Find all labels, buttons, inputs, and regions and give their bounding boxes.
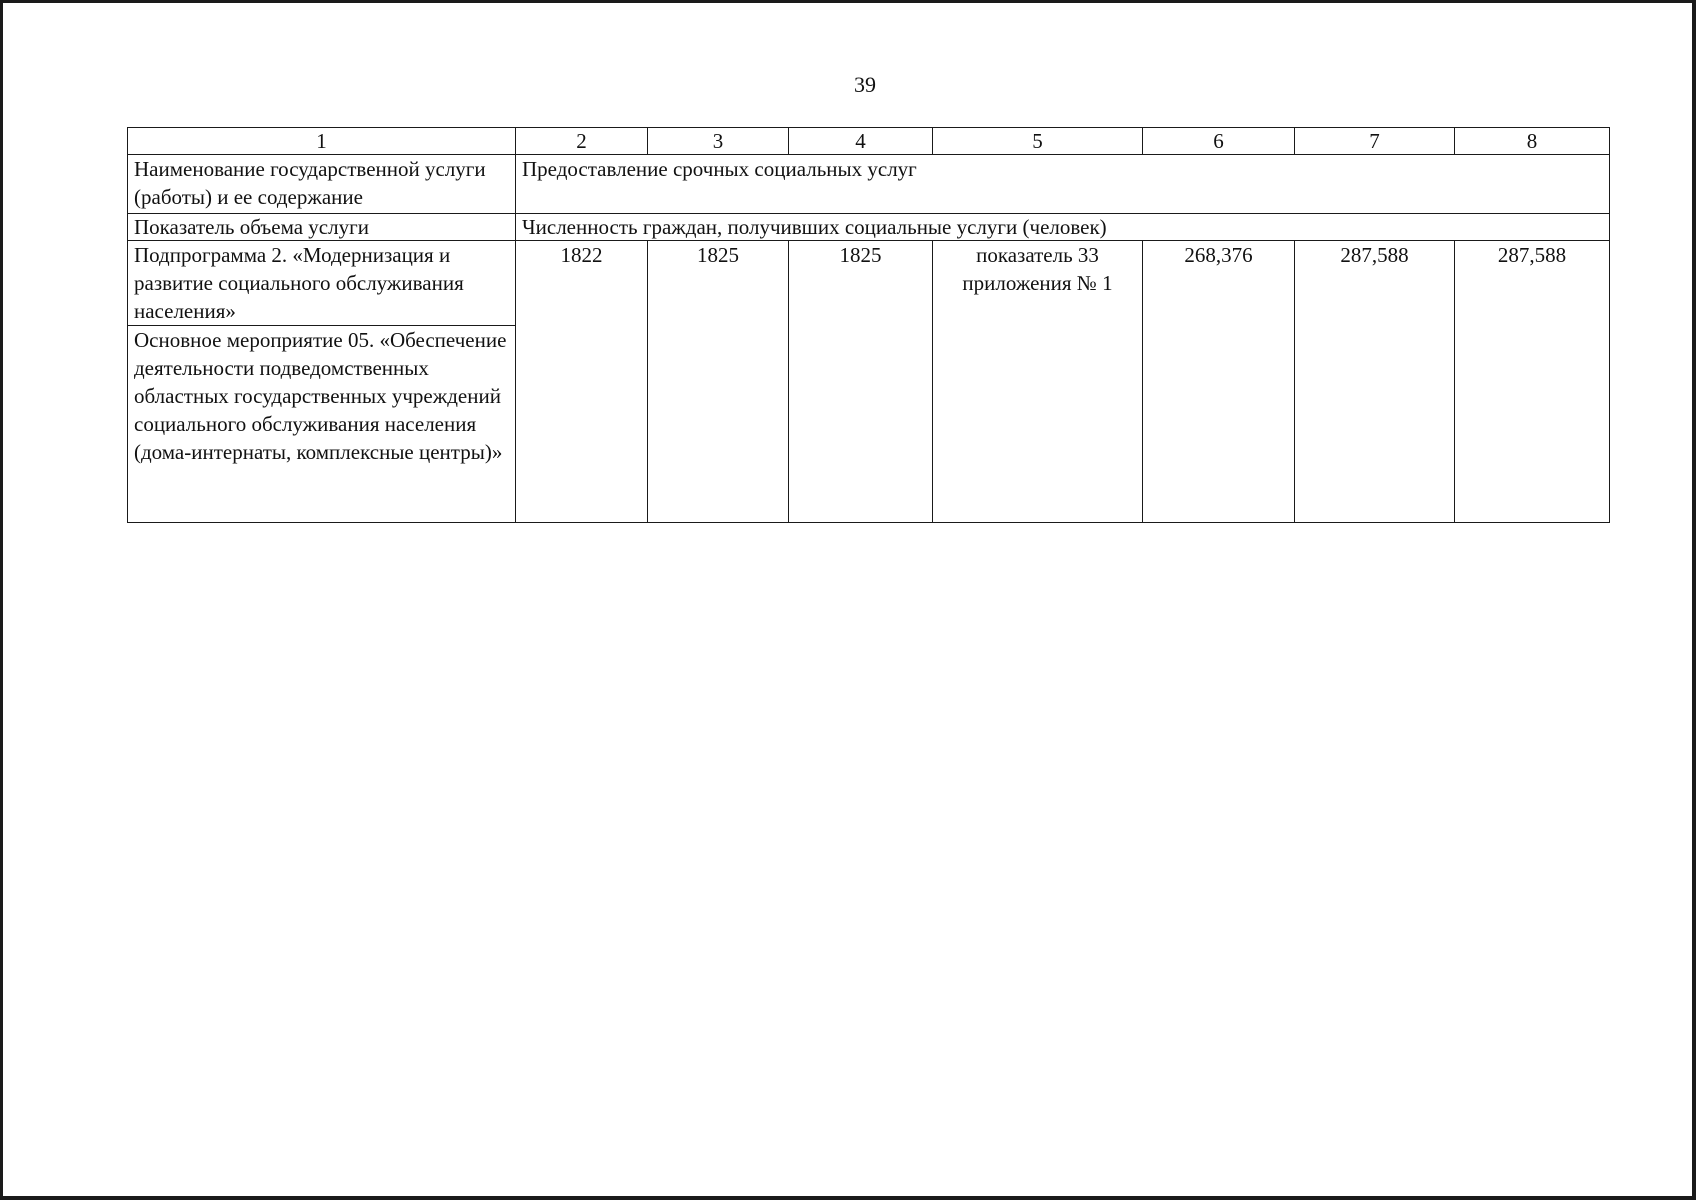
value-col-2: 1822 xyxy=(516,241,648,523)
service-name-value: Предоставление срочных социальных услуг xyxy=(516,155,1610,214)
value-col-7: 287,588 xyxy=(1295,241,1455,523)
value-col-4: 1825 xyxy=(789,241,933,523)
table-row-volume-indicator xyxy=(128,214,1610,241)
table-row-service-name xyxy=(128,155,1610,214)
header-cell-3: 3 xyxy=(648,128,789,155)
subprogram-label: Подпрограмма 2. «Модернизация и развитие социального обслуживания населения» xyxy=(128,241,516,326)
table-row-subprogram xyxy=(128,241,1610,326)
value-col-6: 268,376 xyxy=(1143,241,1295,523)
table-header-row xyxy=(128,128,1610,155)
header-cell-8: 8 xyxy=(1455,128,1610,155)
header-cell-6: 6 xyxy=(1143,128,1295,155)
volume-indicator-label: Показатель объема услуги xyxy=(128,214,516,241)
header-cell-4: 4 xyxy=(789,128,933,155)
volume-indicator-value: Численность граждан, получивших социальные услуги (человек) xyxy=(516,214,1610,241)
page-number: 39 xyxy=(854,72,876,97)
service-name-label: Наименование государственной услуги (работы) и ее содержание xyxy=(128,155,516,214)
scan-edge-left xyxy=(0,0,3,1200)
scan-edge-top xyxy=(0,0,1696,3)
value-col-8: 287,588 xyxy=(1455,241,1610,523)
header-cell-7: 7 xyxy=(1295,128,1455,155)
value-col-3: 1825 xyxy=(648,241,789,523)
main-event-label: Основное мероприятие 05. «Обеспечение деятельности подведомственных областных государственных учреждений социального обслуживания населения (дома-интернаты, комплексные центры)» xyxy=(128,326,516,523)
service-indicator-table xyxy=(127,127,1610,523)
header-cell-5: 5 xyxy=(933,128,1143,155)
header-cell-1: 1 xyxy=(128,128,516,155)
header-cell-2: 2 xyxy=(516,128,648,155)
scan-edge-bottom xyxy=(0,1196,1696,1200)
scan-edge-right xyxy=(1692,0,1696,1200)
value-col-5: показатель 33 приложения № 1 xyxy=(933,241,1143,523)
